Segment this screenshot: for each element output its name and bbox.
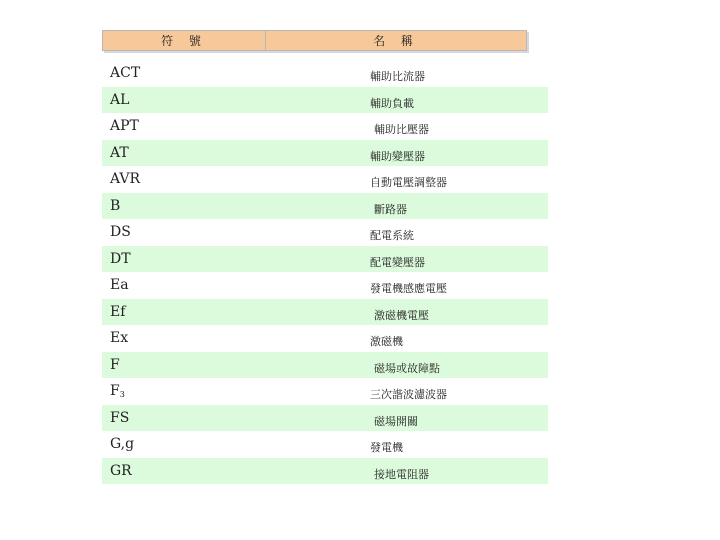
symbol-cell: ACT <box>110 65 141 82</box>
name-cell: 磁場開關 <box>374 414 418 428</box>
name-cell: 發電機 <box>370 441 403 454</box>
symbol-cell: Ef <box>110 303 126 320</box>
symbol-cell: AVR <box>110 171 141 188</box>
name-cell: 輔助變壓器 <box>370 149 425 163</box>
symbol-cell: APT <box>110 118 139 135</box>
table-row <box>102 166 548 193</box>
table-row <box>102 193 548 220</box>
table-header <box>102 30 527 51</box>
header-name: 名 稱 <box>373 34 419 48</box>
table-row <box>102 325 548 352</box>
symbol-table <box>102 60 548 484</box>
name-cell: 發電機感應電壓 <box>370 282 447 295</box>
symbol-cell: GR <box>110 462 132 479</box>
table-row <box>102 378 548 405</box>
symbol-cell: G,g <box>110 436 135 453</box>
symbol-cell: AT <box>110 144 129 161</box>
name-cell: 自動電壓調整器 <box>370 176 447 189</box>
table-row <box>102 60 548 87</box>
symbol-cell: AL <box>110 91 130 108</box>
name-cell: 三次諧波濾波器 <box>370 388 447 401</box>
symbol-cell: DT <box>110 250 131 267</box>
symbol-cell: DS <box>110 224 131 241</box>
table-row <box>102 140 548 167</box>
symbol-cell: B <box>110 197 121 214</box>
name-cell: 接地電阻器 <box>374 467 429 481</box>
table-row <box>102 405 548 432</box>
table-row <box>102 113 548 140</box>
table-row <box>102 431 548 458</box>
table-row <box>102 299 548 326</box>
name-cell: 輔助比流器 <box>370 70 425 83</box>
symbol-cell: F <box>110 356 120 373</box>
symbol-cell: Ea <box>110 277 129 294</box>
name-cell: 激磁機電壓 <box>374 308 429 322</box>
table-row <box>102 246 548 273</box>
symbol-cell: FS <box>110 409 130 426</box>
table-row <box>102 219 548 246</box>
table-row <box>102 352 548 379</box>
name-cell: 磁場或故障點 <box>374 361 440 375</box>
name-cell: 輔助比壓器 <box>374 123 429 136</box>
name-cell: 斷路器 <box>374 202 407 216</box>
table-row <box>102 458 548 485</box>
name-cell: 輔助負載 <box>370 96 414 110</box>
table-row <box>102 87 548 114</box>
symbol-cell: Ex <box>110 330 129 347</box>
symbol-cell: $F_3$ <box>110 383 125 400</box>
header-symbol: 符 號 <box>103 31 266 50</box>
table-row <box>102 272 548 299</box>
name-cell: 配電系統 <box>370 229 414 242</box>
name-cell: 配電變壓器 <box>370 255 425 269</box>
name-cell: 激磁機 <box>370 335 403 348</box>
